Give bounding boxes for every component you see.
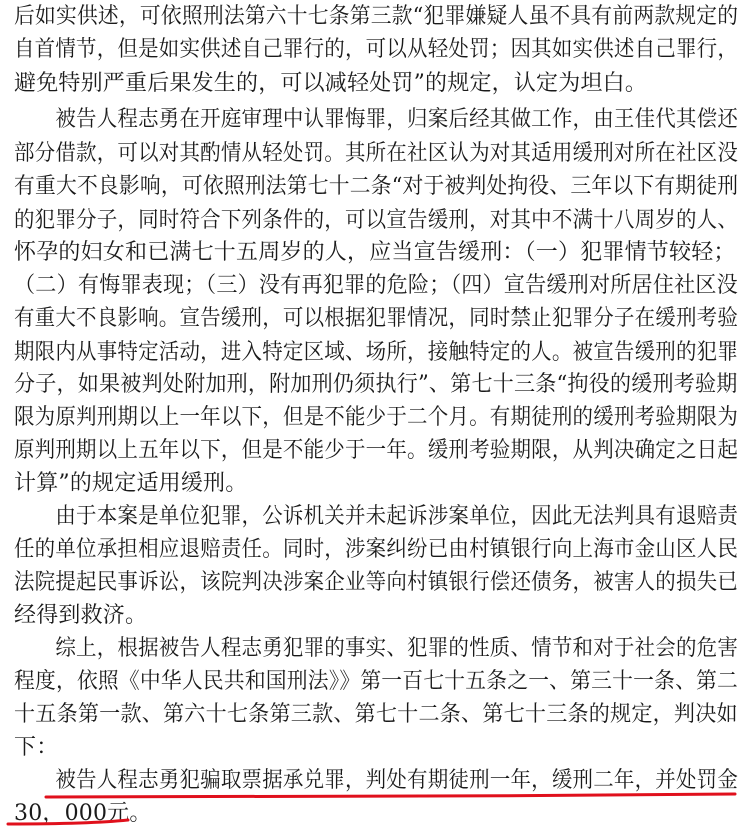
text-line: 经得到救济。 bbox=[14, 603, 148, 628]
text-line: 综上，根据被告人程志勇犯罪的事实、犯罪的性质、情节和对于社会的危害 bbox=[14, 636, 739, 661]
text-line: 怀孕的妇女和已满七十五周岁的人，应当宣告缓刑：（一）犯罪情节较轻； bbox=[14, 240, 736, 265]
text-line: 被告人程志勇在开庭审理中认罪悔罪，归案后经其做工作，由王佳代其偿还 bbox=[14, 107, 739, 132]
text-line: 分子，如果被判处附加刑，附加刑仍须执行”、第七十三条“拘役的缓刑考验期 bbox=[14, 372, 738, 397]
text-line: （二）有悔罪表现；（三）没有再犯罪的危险；（四）宣告缓刑对所居住社区没 bbox=[14, 273, 738, 298]
text-line: 后如实供述，可依照刑法第六十七条第三款“犯罪嫌疑人虽不具有前两款规定的 bbox=[14, 4, 739, 29]
text-line: 的犯罪分子，同时符合下列条件的，可以宣告缓刑，对其中不满十八周岁的人、 bbox=[14, 208, 739, 233]
text-line: 自首情节，但是如实供述自己罪行的，可以从轻处罚；因其如实供述自己罪行， bbox=[14, 37, 739, 62]
text-line: 部分借款，可以对其酌情从轻处罚。其所在社区认为对其适用缓刑对所在社区没 bbox=[14, 141, 739, 166]
text-line: 限为原判刑期以上一年以下，但是不能少于二个月。有期徒刑的缓刑考验期限为 bbox=[14, 405, 739, 430]
text-line: 下： bbox=[14, 735, 59, 760]
text-line: 避免特别严重后果发生的，可以减轻处罚”的规定，认定为坦白。 bbox=[14, 71, 648, 96]
text-line: 任的单位承担相应退赔责任。同时，涉案纠纷已由村镇银行向上海市金山区人民 bbox=[14, 537, 739, 562]
text-line: 由于本案是单位犯罪，公诉机关并未起诉涉案单位，因此无法判具有退赔责 bbox=[14, 504, 739, 529]
text-line: 有重大不良影响。宣告缓刑，可以根据犯罪情况，同时禁止犯罪分子在缓刑考验 bbox=[14, 306, 739, 331]
text-line: 期限内从事特定活动，进入特定区域、场所，接触特定的人。被宣告缓刑的犯罪 bbox=[14, 340, 739, 365]
text-line: 有重大不良影响，可依照刑法第七十二条“对于被判处拘役、三年以下有期徒刑 bbox=[14, 174, 739, 199]
verdict-line: 被告人程志勇犯骗取票据承兑罪，判处有期徒刑一年，缓刑二年，并处罚金 bbox=[14, 768, 739, 793]
text-line: 十五条第一款、第六十七条第三款、第七十二条、第七十三条的规定，判决如 bbox=[14, 702, 738, 727]
text-line: 原判刑期以上五年以下，但是不能少于一年。缓刑考验期限，从判决确定之日起 bbox=[14, 438, 739, 463]
text-line: 法院提起民事诉讼，该院判决涉案企业等向村镇银行偿还债务，被害人的损失已 bbox=[14, 570, 739, 595]
verdict-fine-line: 30，000元。 bbox=[14, 801, 152, 826]
text-line: 程度，依照《中华人民共和国刑法》》第一百七十五条之一、第三十一条、第二 bbox=[14, 669, 739, 694]
text-line: 计算”的规定适用缓刑。 bbox=[14, 471, 248, 496]
